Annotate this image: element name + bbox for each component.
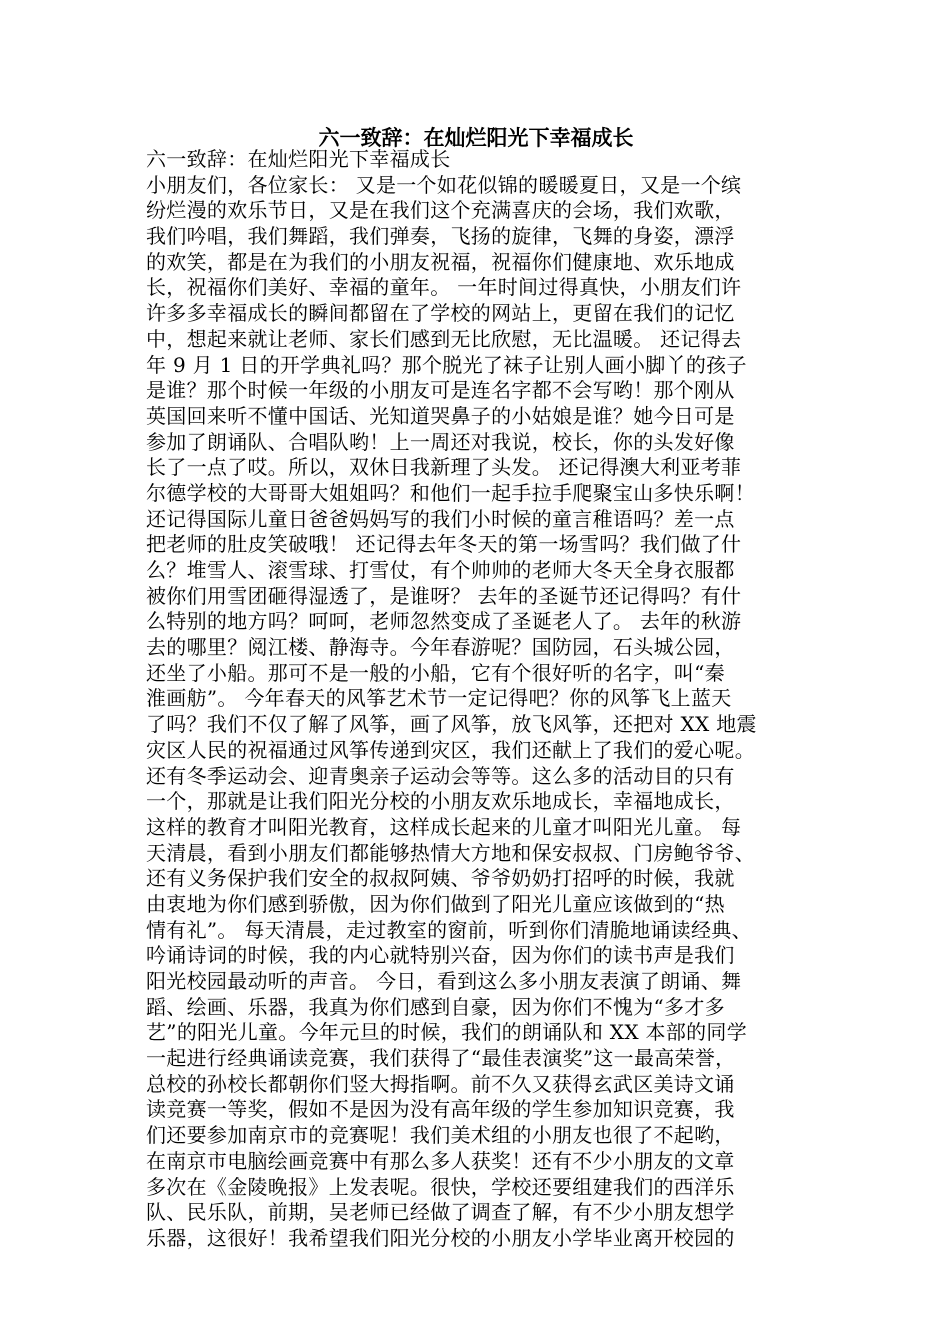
- text-line: 淮画舫”。 今年春天的风筝艺术节一定记得吧？你的风筝飞上蓝天: [146, 686, 732, 711]
- text-line: 长，祝福你们美好、幸福的童年。 一年时间过得真快，小朋友们许: [146, 275, 742, 300]
- text-line: 一起进行经典诵读竞赛，我们获得了“最佳表演奖”这一最高荣誉，: [146, 1046, 736, 1071]
- text-line: 年 9 月 1 日的开学典礼吗？那个脱光了袜子让别人画小脚丫的孩子: [146, 352, 747, 377]
- text-line: 由衷地为你们感到骄傲，因为你们做到了阳光儿童应该做到的“热: [146, 891, 725, 916]
- text-line: 这样的教育才叫阳光教育，这样成长起来的儿童才叫阳光儿童。 每: [146, 814, 742, 839]
- text-line: 么特别的地方吗？呵呵，老师忽然变成了圣诞老人了。 去年的秋游: [146, 609, 742, 634]
- text-line: 多次在《金陵晚报》上发表呢。很快，学校还要组建我们的西洋乐: [146, 1174, 735, 1199]
- text-line: 么？堆雪人、滚雪球、打雪仗，有个帅帅的老师大冬天全身衣服都: [146, 558, 735, 582]
- text-line: 纷烂漫的欢乐节日，又是在我们这个充满喜庆的会场，我们欢歌，: [146, 198, 735, 223]
- text-line: 参加了朗诵队、合唱队哟！上一周还对我说，校长，你的头发好像: [146, 429, 735, 454]
- text-line: 还记得国际儿童日爸爸妈妈写的我们小时候的童言稚语吗？差一点: [146, 506, 735, 531]
- text-line: 总校的孙校长都朝你们竖大拇指啊。前不久又获得玄武区美诗文诵: [146, 1071, 735, 1096]
- text-line: 我们吟唱，我们舞蹈，我们弹奏，飞扬的旋律，飞舞的身姿，漂浮: [146, 224, 735, 249]
- text-line: 队、民乐队，前期，吴老师已经做了调查了解，有不少小朋友想学: [146, 1200, 735, 1225]
- text-line: 小朋友们，各位家长： 又是一个如花似锦的暖暖夏日，又是一个缤: [146, 172, 742, 197]
- text-line: 英国回来听不懂中国话、光知道哭鼻子的小姑娘是谁？她今日可是: [146, 403, 735, 428]
- text-line: 蹈、绘画、乐器，我真为你们感到自豪，因为你们不愧为“多才多: [146, 994, 725, 1019]
- text-line: 艺”的阳光儿童。今年元旦的时候，我们的朗诵队和 XX 本部的同学: [146, 1020, 748, 1045]
- text-line: 中，想起来就让老师、家长们感到无比欣慰，无比温暖。 还记得去: [146, 326, 742, 351]
- text-line: 许多多幸福成长的瞬间都留在了学校的网站上，更留在我们的记忆: [146, 301, 735, 326]
- text-line: 把老师的肚皮笑破哦！ 还记得去年冬天的第一场雪吗？我们做了什: [146, 532, 742, 557]
- text-line: 在南京市电脑绘画竞赛中有那么多人获奖！还有不少小朋友的文章: [146, 1148, 735, 1173]
- text-line: 长了一点了哎。所以，双休日我新理了头发。 还记得澳大利亚考菲: [146, 455, 742, 480]
- text-line: 一个，那就是让我们阳光分校的小朋友欢乐地成长，幸福地成长，: [146, 789, 735, 814]
- text-line: 的欢笑，都是在为我们的小朋友祝福，祝福你们健康地、欢乐地成: [146, 249, 735, 274]
- text-line: 被你们用雪团砸得湿透了，是谁呀？ 去年的圣诞节还记得吗？有什: [146, 583, 742, 608]
- text-line: 天清晨，看到小朋友们都能够热情大方地和保安叔叔、门房鲍爷爷、: [146, 840, 755, 865]
- document-body: [146, 147, 806, 1252]
- document-title: 六一致辞：在灿烂阳光下幸福成长: [318, 125, 634, 150]
- text-line: 还有冬季运动会、迎青奥亲子运动会等等。这么多的活动目的只有: [146, 763, 735, 788]
- text-line: 去的哪里？阅江楼、静海寺。今年春游呢？国防园，石头城公园，: [146, 635, 735, 660]
- text-line: 灾区人民的祝福通过风筝传递到灾区，我们还献上了我们的爱心呢。: [146, 737, 755, 762]
- text-line: 吟诵诗词的时候，我的内心就特别兴奋，因为你们的读书声是我们: [146, 943, 735, 968]
- text-line: 读竞赛一等奖，假如不是因为没有高年级的学生参加知识竞赛，我: [146, 1097, 735, 1122]
- text-line: 了吗？我们不仅了解了风筝，画了风筝，放飞风筝，还把对 XX 地震: [146, 712, 757, 737]
- text-line: 还有义务保护我们安全的叔叔阿姨、爷爷奶奶打招呼的时候，我就: [146, 866, 735, 891]
- text-line: 六一致辞：在灿烂阳光下幸福成长: [146, 147, 451, 171]
- text-line: 乐器，这很好！我希望我们阳光分校的小朋友小学毕业离开校园的: [146, 1225, 735, 1250]
- text-line: 们还要参加南京市的竞赛呢！我们美术组的小朋友也很了不起哟，: [146, 1123, 735, 1148]
- text-line: 是谁？那个时候一年级的小朋友可是连名字都不会写哟！那个刚从: [146, 378, 735, 403]
- text-line: 情有礼”。 每天清晨，走过教室的窗前，听到你们清脆地诵读经典、: [146, 917, 752, 942]
- text-line: 尔德学校的大哥哥大姐姐吗？和他们一起手拉手爬聚宝山多快乐啊！: [146, 480, 755, 505]
- text-line: 还坐了小船。那可不是一般的小船，它有个很好听的名字，叫“秦: [146, 660, 725, 685]
- text-line: 阳光校园最动听的声音。 今日，看到这么多小朋友表演了朗诵、舞: [146, 969, 742, 993]
